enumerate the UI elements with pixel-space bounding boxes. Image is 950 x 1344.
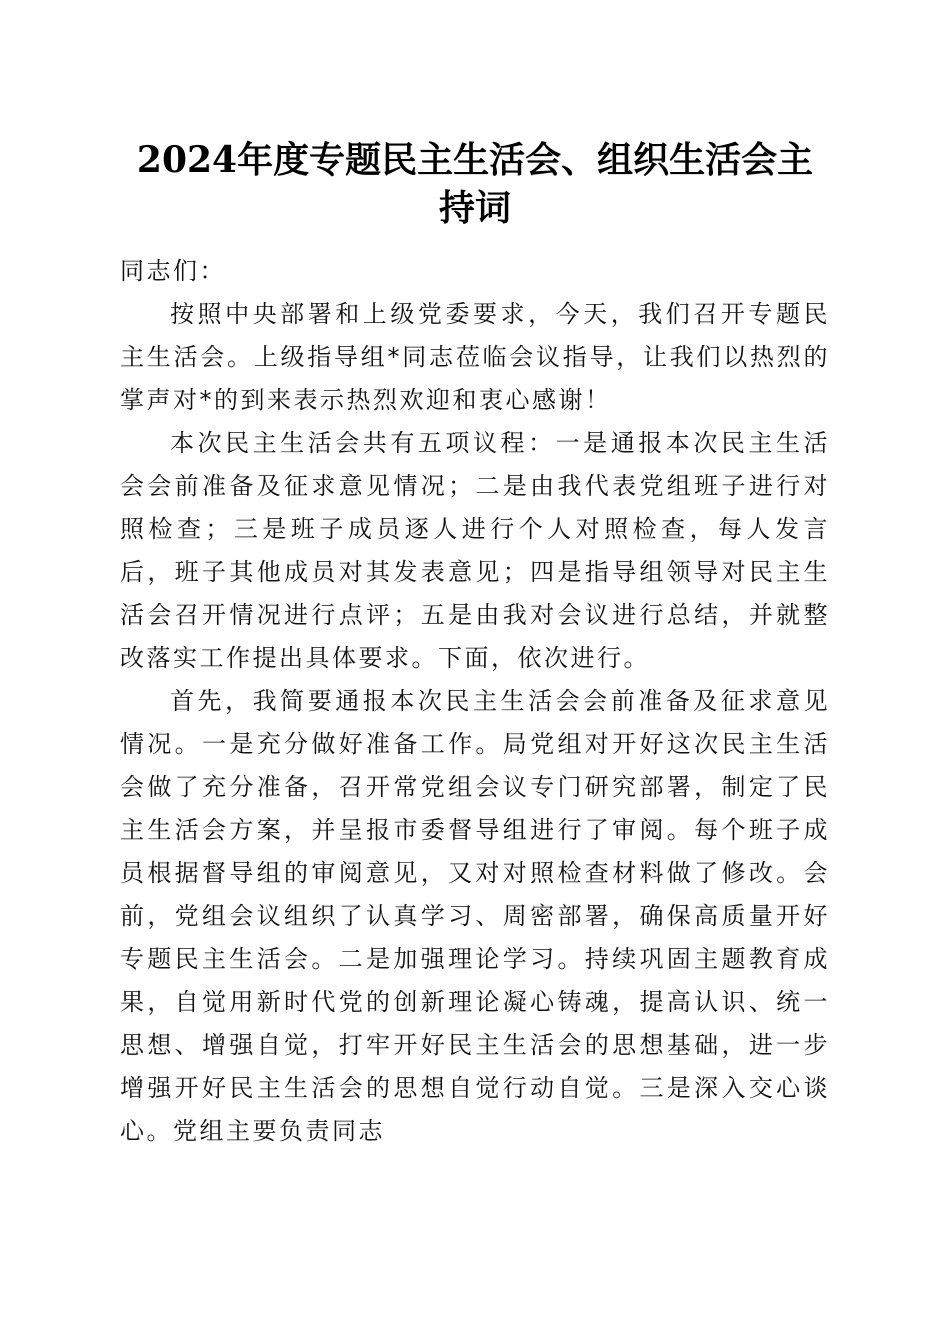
salutation: 同志们： bbox=[120, 257, 226, 285]
document-body bbox=[120, 250, 830, 1153]
paragraph-agenda: 本次民主生活会共有五项议程：一是通报本次民主生活会会前准备及征求意见情况；二是由我代表党组班子进行对照检查；三是班子成员逐人进行个人对照检查，每人发言后，班子其他成员对其发表意见；四是指导组领导对民主生活会召开情况进行点评；五是由我对会议进行总结，并就整改落实工作提出具体要求。下面，依次进行。 bbox=[120, 429, 830, 672]
paragraph-preparation: 首先，我简要通报本次民主生活会会前准备及征求意见情况。一是充分做好准备工作。局党组对开好这次民主生活会做了充分准备，召开常党组会议专门研究部署，制定了民主生活会方案，并呈报市委督导组进行了审阅。每个班子成员根据督导组的审阅意见，又对对照检查材料做了修改。会前，党组会议组织了认真学习、周密部署，确保高质量开好专题民主生活会。二是加强理论学习。持续巩固主题教育成果，自觉用新时代党的创新理论凝心铸魂，提高认识、统一思想、增强自觉，打牢开好民主生活会的思想基础，进一步增强开好民主生活会的思想自觉行动自觉。三是深入交心谈心。党组主要负责同志 bbox=[120, 687, 830, 1145]
paragraph-opening: 按照中央部署和上级党委要求，今天，我们召开专题民主生活会。上级指导组*同志莅临会议指导，让我们以热烈的掌声对*的到来表示热烈欢迎和衷心感谢！ bbox=[120, 300, 830, 414]
document-title: 2024年度专题民主生活会、组织生活会主持词 bbox=[136, 139, 814, 229]
